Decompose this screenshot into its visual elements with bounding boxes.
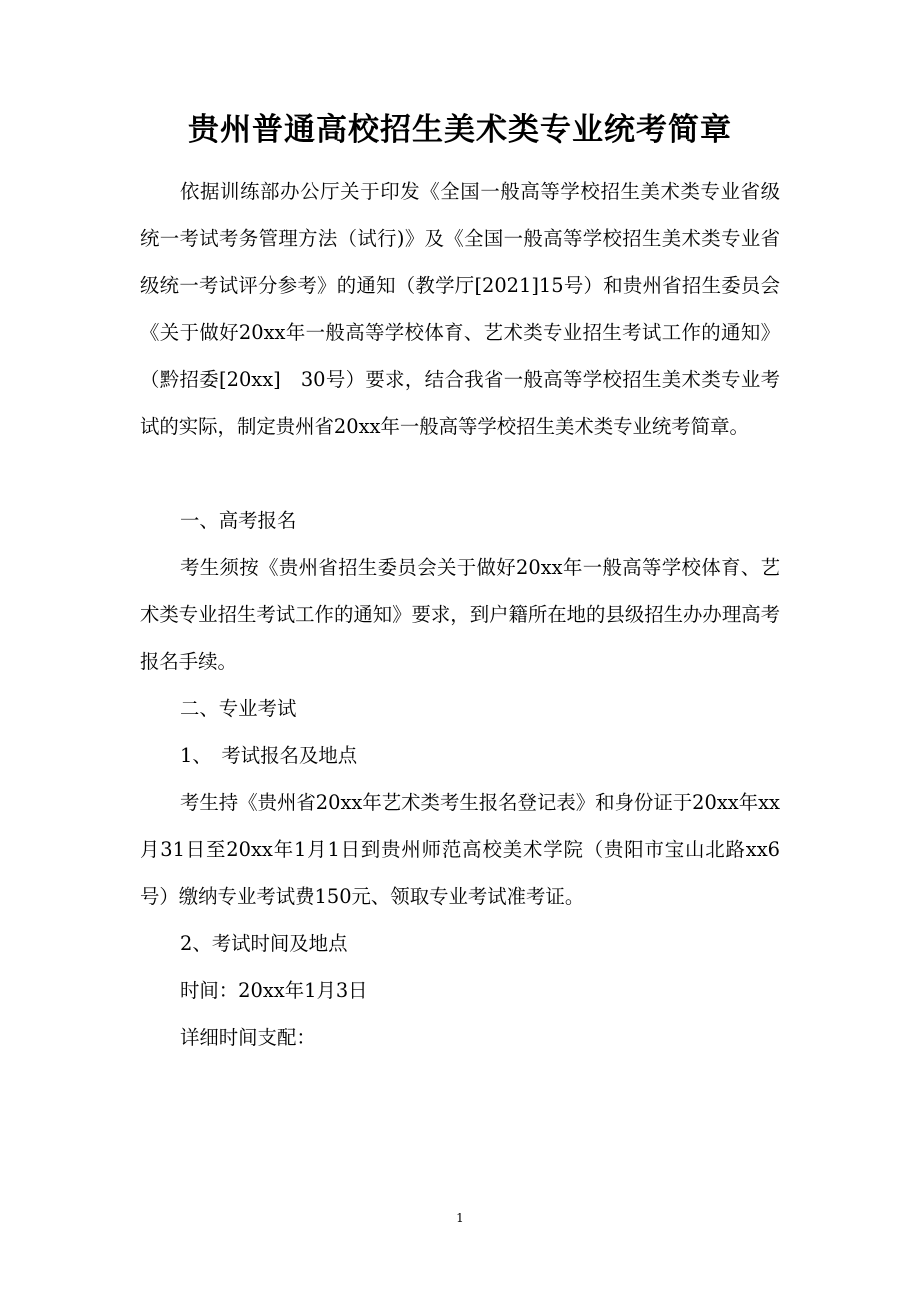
paragraph-gap [140,450,780,497]
item1-heading: 1、 考试报名及地点 [180,744,358,767]
document-body [140,168,780,1061]
page-number: 1 [456,1211,464,1225]
section2-heading: 二、专业考试 [180,697,297,720]
time-line: 时间：20xx年1月3日 [180,979,368,1002]
section1-paragraph: 考生须按《贵州省招生委员会关于做好20xx年一般高等学校体育、艺术类专业招生考试工作的通知》要求，到户籍所在地的县级招生办办理高考报名手续。 [140,556,780,673]
schedule-line: 详细时间支配： [180,1026,316,1049]
item1-paragraph: 考生持《贵州省20xx年艺术类考生报名登记表》和身份证于20xx年xx月31日至20xx年1月1日到贵州师范高校美术学院（贵阳市宝山北路xx6号）缴纳专业考试费150元、领取专业考试准考证。 [140,791,780,908]
intro-paragraph: 依据训练部办公厅关于印发《全国一般高等学校招生美术类专业省级统一考试考务管理方法（试行)》及《全国一般高等学校招生美术类专业省级统一考试评分参考》的通知（教学厅[2021]15号）和贵州省招生委员会《关于做好20xx年一般高等学校体育、艺术类专业招生考试工作的通知》（黔招委[20xx] 30号）要求，结合我省一般高等学校招生美术类专业考试的实际，制定贵州省20xx年一般高等学校招生美术类专业统考简章。 [140,180,780,438]
item2-heading: 2、考试时间及地点 [180,932,348,955]
section1-heading: 一、高考报名 [180,509,297,532]
document-title: 贵州普通高校招生美术类专业统考简章 [188,112,732,148]
